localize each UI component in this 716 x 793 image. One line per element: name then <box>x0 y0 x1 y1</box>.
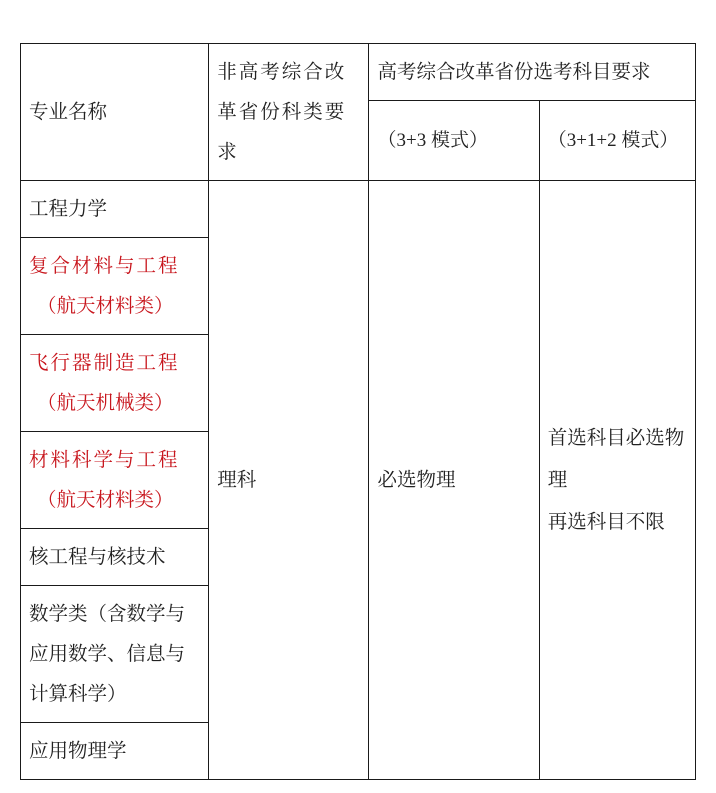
major-cell-3 <box>21 335 209 432</box>
major-cell-2 <box>21 238 209 335</box>
major-name: 核工程与核技术 <box>29 545 166 568</box>
mode-3-1-2-requirement <box>539 181 695 780</box>
major-name: 工程力学 <box>29 197 108 220</box>
header-major-name: 专业名称 <box>21 44 209 181</box>
subject-requirements-table <box>20 43 696 780</box>
non-reform-requirement: 理科 <box>209 181 369 780</box>
major-cell-1 <box>21 181 209 238</box>
major-cell-6 <box>21 586 209 723</box>
major-name: 应用物理学 <box>29 739 127 762</box>
major-cell-4 <box>21 432 209 529</box>
major-name: 复合材料与工程 <box>29 254 180 277</box>
major-name: 飞行器制造工程 <box>29 351 180 374</box>
major-category: （航天材料类） <box>37 488 174 511</box>
header-reform: 高考综合改革省份选考科目要求 <box>369 44 696 101</box>
major-cell-5 <box>21 529 209 586</box>
major-category: （航天材料类） <box>37 294 174 317</box>
second-choice-text: 再选科目不限 <box>547 510 665 533</box>
mode-3-3-requirement: 必选物理 <box>369 181 539 780</box>
major-category: （航天机械类） <box>37 391 174 414</box>
header-mode-3-3: （3+3 模式） <box>369 101 539 181</box>
header-mode-3-1-2: （3+1+2 模式） <box>539 101 695 181</box>
header-non-reform: 非高考综合改革省份科类要求 <box>209 44 369 181</box>
major-name: 材料科学与工程 <box>29 448 180 471</box>
first-choice-text: 首选科目必选物理 <box>547 426 685 491</box>
major-name: 数学类（含数学与应用数学、信息与计算科学） <box>29 602 186 705</box>
major-cell-7 <box>21 723 209 780</box>
